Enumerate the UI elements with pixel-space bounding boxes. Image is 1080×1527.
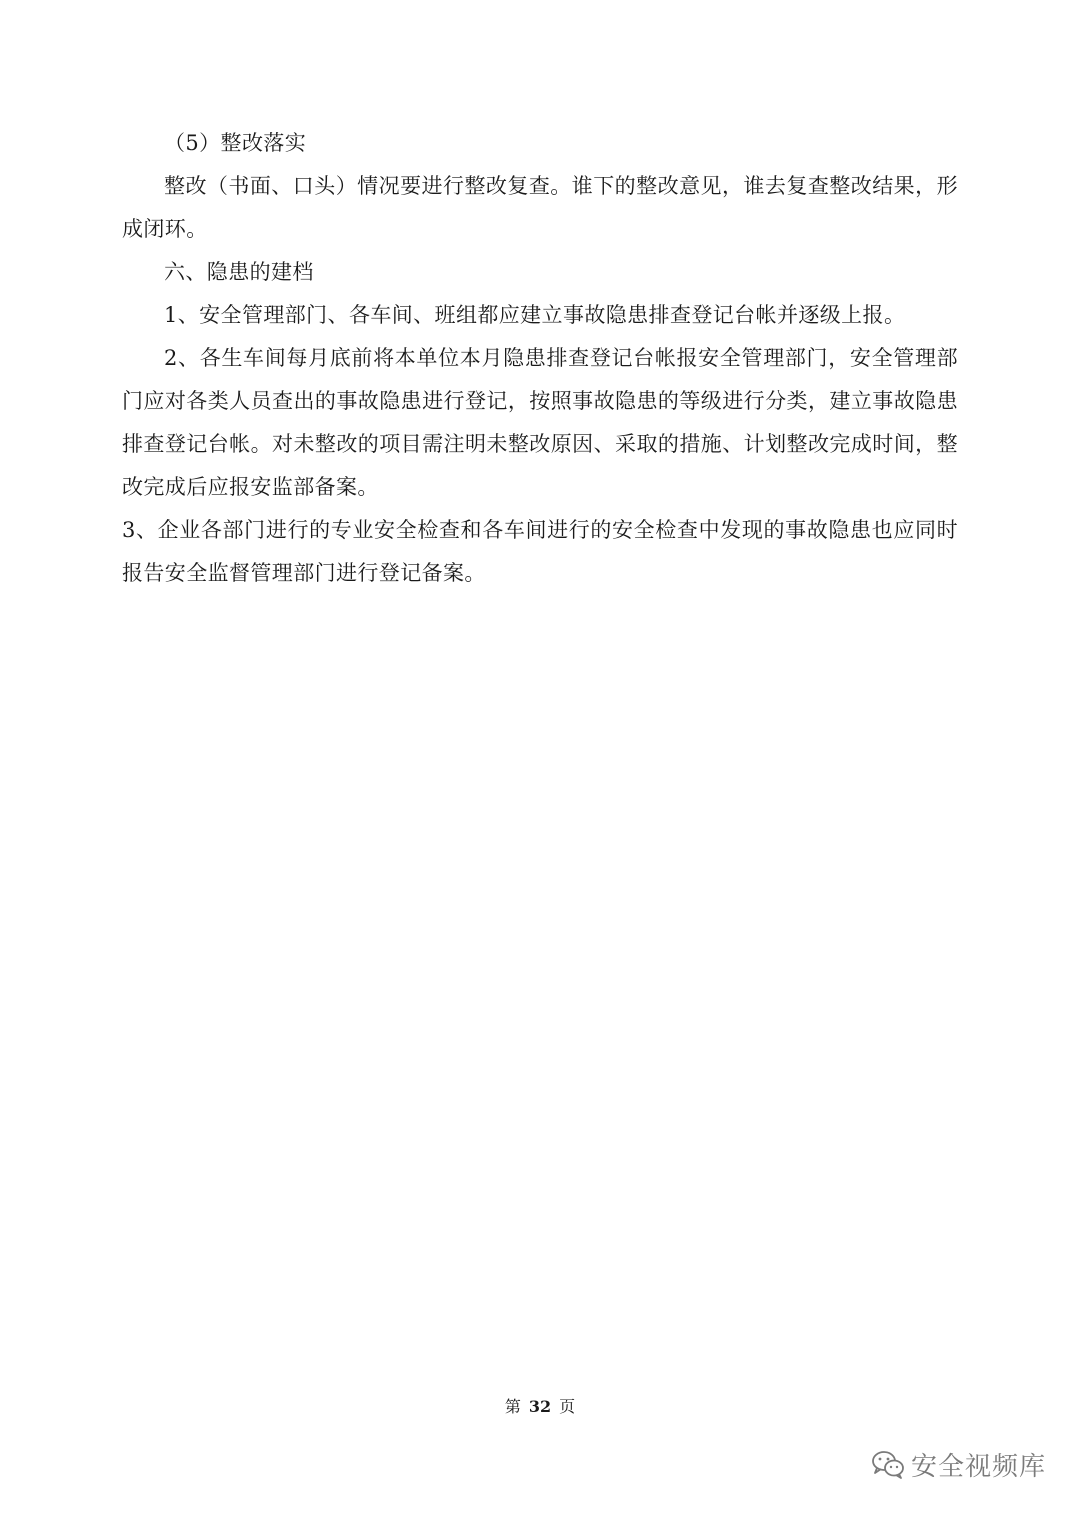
list-item-3: 3、企业各部门进行的专业安全检查和各车间进行的安全检查中发现的事故隐患也应同时报告安全监督管理部门进行登记备案。 <box>122 518 958 585</box>
list-item-1: 1、安全管理部门、各车间、班组都应建立事故隐患排查登记台帐并逐级上报。 <box>164 303 906 327</box>
section-heading: 六、隐患的建档 <box>164 260 314 284</box>
list-item-2: 2、各生车间每月底前将本单位本月隐患排查登记台帐报安全管理部门，安全管理部门应对各类人员查出的事故隐患进行登记，按照事故隐患的等级进行分类，建立事故隐患排查登记台帐。对未整改的项目需注明未整改原因、采取的措施、计划整改完成时间，整改完成后应报安监部备案。 <box>122 346 958 499</box>
watermark-text: 安全视频库 <box>910 1451 1046 1482</box>
page-number-suffix: 页 <box>559 1397 576 1416</box>
document-body <box>122 122 958 595</box>
page-number <box>0 1395 1080 1419</box>
subsection-heading: （5）整改落实 <box>164 131 307 155</box>
page-number-value: 32 <box>528 1397 552 1416</box>
page-number-prefix: 第 <box>504 1397 521 1416</box>
watermark <box>871 1444 1046 1484</box>
paragraph-rectification: 整改（书面、口头）情况要进行整改复查。谁下的整改意见，谁去复查整改结果，形成闭环。 <box>122 174 958 241</box>
wechat-icon <box>871 1449 905 1479</box>
